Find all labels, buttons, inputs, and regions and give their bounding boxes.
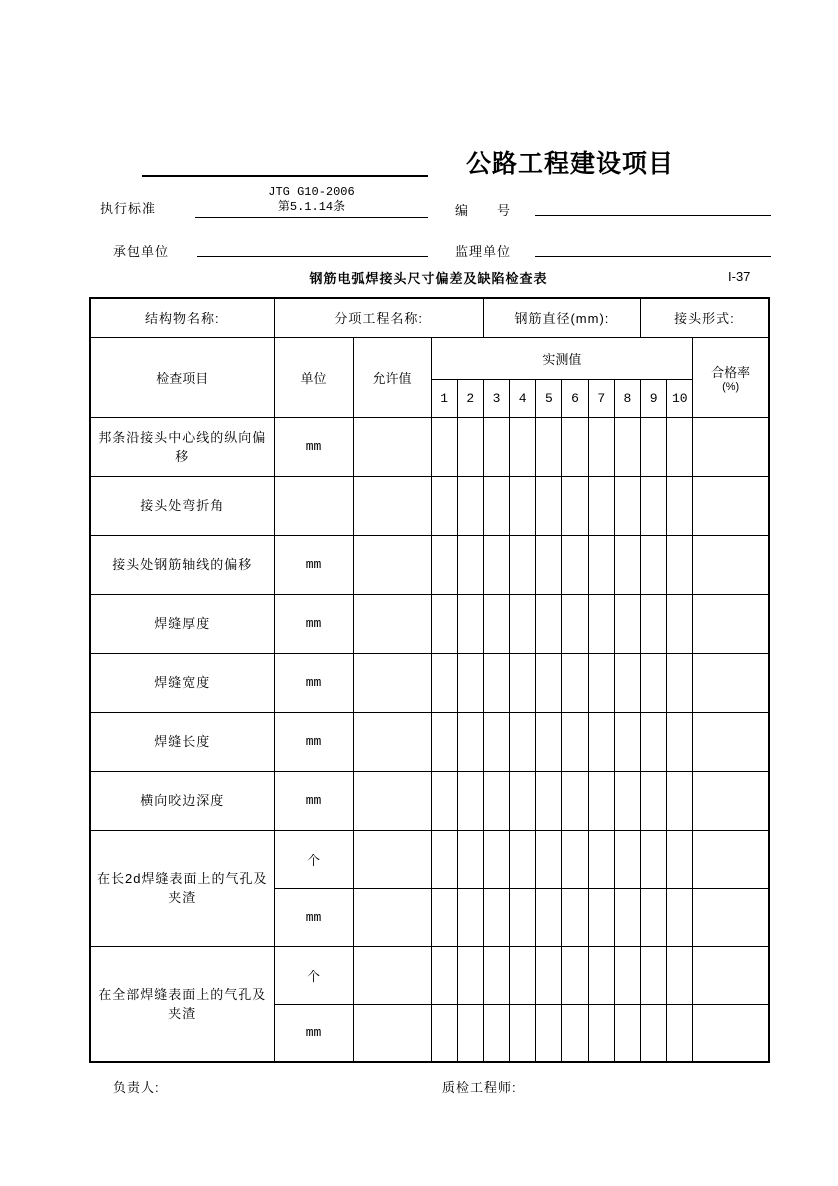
measured-cell <box>510 946 536 1004</box>
measured-cell <box>431 1004 457 1062</box>
pass-rate-cell <box>693 888 769 946</box>
joint-type-cell: 接头形式: <box>641 298 769 337</box>
unit-cell: mm <box>274 771 353 830</box>
measured-cell <box>431 771 457 830</box>
measured-cell <box>641 594 667 653</box>
measured-cell <box>614 830 640 888</box>
pass-rate-cell <box>693 476 769 535</box>
item-cell: 焊缝宽度 <box>90 653 274 712</box>
measured-cell <box>510 535 536 594</box>
measured-cell <box>641 1004 667 1062</box>
measured-cell <box>536 535 562 594</box>
measured-cell <box>483 830 509 888</box>
pass-rate-cell <box>693 712 769 771</box>
table-row <box>90 946 769 1004</box>
measured-cell <box>667 771 693 830</box>
measured-cell <box>588 417 614 476</box>
serial-number-blank-line <box>535 200 771 216</box>
pass-rate-header-line2: (%) <box>722 380 740 393</box>
measured-cell <box>431 712 457 771</box>
measured-cell <box>457 946 483 1004</box>
inspection-table <box>89 297 770 1063</box>
measured-cell <box>536 1004 562 1062</box>
measured-cell <box>588 888 614 946</box>
unit-cell: mm <box>274 712 353 771</box>
measured-cell <box>536 594 562 653</box>
allowed-value-cell <box>353 830 431 888</box>
measured-cell <box>483 888 509 946</box>
exec-standard-value-line2: 第5.1.14条 <box>277 200 346 214</box>
measured-cell <box>431 888 457 946</box>
measured-cell <box>483 417 509 476</box>
allowed-value-cell <box>353 712 431 771</box>
measured-cell <box>510 476 536 535</box>
table-row <box>90 594 769 653</box>
exec-standard-label: 执行标准 <box>100 201 157 216</box>
measured-cell <box>536 712 562 771</box>
measured-cell <box>614 535 640 594</box>
measured-cell <box>588 476 614 535</box>
measured-cell <box>457 476 483 535</box>
measured-cell <box>614 712 640 771</box>
allowed-value-cell <box>353 535 431 594</box>
allowed-value-cell <box>353 888 431 946</box>
measured-cell <box>667 1004 693 1062</box>
measured-cell <box>667 888 693 946</box>
unit-cell: mm <box>274 417 353 476</box>
pass-rate-cell <box>693 653 769 712</box>
pass-rate-cell <box>693 535 769 594</box>
pass-rate-cell <box>693 1004 769 1062</box>
pass-rate-header <box>693 337 769 417</box>
measured-cell <box>536 476 562 535</box>
item-cell: 焊缝长度 <box>90 712 274 771</box>
measured-cell <box>536 888 562 946</box>
table-row <box>90 712 769 771</box>
supervisor-blank-line <box>535 241 771 257</box>
measured-cell <box>457 653 483 712</box>
measure-number: 6 <box>562 379 588 417</box>
responsible-person-label: 负责人: <box>113 1080 160 1095</box>
qc-engineer-label: 质检工程师: <box>442 1080 517 1095</box>
measured-cell <box>483 653 509 712</box>
measured-cell <box>588 771 614 830</box>
measured-cell <box>510 830 536 888</box>
measured-cell <box>510 771 536 830</box>
unit-cell: mm <box>274 888 353 946</box>
measure-number: 4 <box>510 379 536 417</box>
item-cell: 在长2d焊缝表面上的气孔及夹渣 <box>90 830 274 946</box>
measured-cell <box>588 594 614 653</box>
measured-cell <box>457 594 483 653</box>
measured-cell <box>641 535 667 594</box>
table-row <box>90 771 769 830</box>
measured-cell <box>614 594 640 653</box>
measured-cell <box>483 476 509 535</box>
pass-rate-header-line1: 合格率 <box>711 364 751 380</box>
measured-cell <box>667 535 693 594</box>
pass-rate-cell <box>693 417 769 476</box>
measured-cell <box>536 653 562 712</box>
unit-cell: mm <box>274 594 353 653</box>
item-header: 检查项目 <box>90 337 274 417</box>
measured-cell <box>641 476 667 535</box>
item-cell: 在全部焊缝表面上的气孔及夹渣 <box>90 946 274 1062</box>
measured-cell <box>641 653 667 712</box>
measured-cell <box>641 712 667 771</box>
measured-cell <box>510 594 536 653</box>
measured-cell <box>510 1004 536 1062</box>
measured-cell <box>483 771 509 830</box>
measured-cell <box>510 888 536 946</box>
contractor-label: 承包单位 <box>113 244 170 259</box>
allowed-value-cell <box>353 771 431 830</box>
unit-header: 单位 <box>274 337 353 417</box>
measured-cell <box>457 1004 483 1062</box>
measured-cell <box>562 946 588 1004</box>
measured-cell <box>457 888 483 946</box>
allowed-value-cell <box>353 476 431 535</box>
pass-rate-cell <box>693 830 769 888</box>
measured-values-header: 实测值 <box>431 337 693 379</box>
measured-cell <box>562 476 588 535</box>
measured-cell <box>562 888 588 946</box>
item-cell: 接头处钢筋轴线的偏移 <box>90 535 274 594</box>
table-row <box>90 653 769 712</box>
project-name-blank-line <box>142 175 428 177</box>
item-cell: 接头处弯折角 <box>90 476 274 535</box>
measured-cell <box>536 830 562 888</box>
measured-cell <box>510 712 536 771</box>
exec-standard-value <box>195 185 428 218</box>
measured-cell <box>562 712 588 771</box>
measured-cell <box>641 771 667 830</box>
measured-cell <box>614 417 640 476</box>
measured-cell <box>641 888 667 946</box>
measured-cell <box>431 946 457 1004</box>
pass-rate-cell <box>693 771 769 830</box>
measured-cell <box>588 535 614 594</box>
measured-cell <box>667 476 693 535</box>
item-cell: 邦条沿接头中心线的纵向偏移 <box>90 417 274 476</box>
measured-cell <box>562 594 588 653</box>
measured-cell <box>641 830 667 888</box>
measured-cell <box>562 1004 588 1062</box>
form-code: I-37 <box>728 269 751 284</box>
item-cell: 横向咬边深度 <box>90 771 274 830</box>
table-title: 钢筋电弧焊接头尺寸偏差及缺陷检查表 <box>309 271 548 286</box>
unit-cell: 个 <box>274 946 353 1004</box>
measure-number: 8 <box>614 379 640 417</box>
measured-cell <box>614 476 640 535</box>
pass-rate-cell <box>693 594 769 653</box>
allowed-value-cell <box>353 594 431 653</box>
measured-cell <box>588 653 614 712</box>
supervisor-label: 监理单位 <box>455 244 512 259</box>
measured-cell <box>588 1004 614 1062</box>
measured-cell <box>588 946 614 1004</box>
measure-number: 10 <box>667 379 693 417</box>
allowed-value-header: 允许值 <box>353 337 431 417</box>
header-row <box>90 337 769 379</box>
measured-cell <box>588 712 614 771</box>
measure-number: 5 <box>536 379 562 417</box>
measured-cell <box>562 830 588 888</box>
measured-cell <box>667 946 693 1004</box>
rebar-diameter-cell: 钢筋直径(mm): <box>483 298 640 337</box>
measured-cell <box>562 771 588 830</box>
allowed-value-cell <box>353 1004 431 1062</box>
item-cell: 焊缝厚度 <box>90 594 274 653</box>
measured-cell <box>536 771 562 830</box>
allowed-value-cell <box>353 653 431 712</box>
measured-cell <box>431 535 457 594</box>
measured-cell <box>641 417 667 476</box>
measured-cell <box>457 771 483 830</box>
measured-cell <box>457 830 483 888</box>
pass-rate-cell <box>693 946 769 1004</box>
measure-number: 2 <box>457 379 483 417</box>
info-row <box>90 298 769 337</box>
measured-cell <box>614 771 640 830</box>
exec-standard-value-line1: JTG G10-2006 <box>268 185 355 199</box>
measured-cell <box>483 535 509 594</box>
table-row <box>90 830 769 888</box>
measured-cell <box>457 712 483 771</box>
measured-cell <box>431 653 457 712</box>
measured-cell <box>614 888 640 946</box>
serial-number-label: 编 号 <box>455 203 512 218</box>
measured-cell <box>431 417 457 476</box>
measured-cell <box>667 417 693 476</box>
table-row <box>90 476 769 535</box>
measured-cell <box>483 946 509 1004</box>
measured-cell <box>562 535 588 594</box>
measured-cell <box>536 417 562 476</box>
measured-cell <box>562 417 588 476</box>
measured-cell <box>667 712 693 771</box>
contractor-blank-line <box>197 241 428 257</box>
measured-cell <box>431 594 457 653</box>
structure-name-cell: 结构物名称: <box>90 298 274 337</box>
measured-cell <box>483 1004 509 1062</box>
measured-cell <box>483 594 509 653</box>
measured-cell <box>536 946 562 1004</box>
measured-cell <box>457 535 483 594</box>
measured-cell <box>667 653 693 712</box>
measured-cell <box>431 476 457 535</box>
allowed-value-cell <box>353 946 431 1004</box>
measure-number: 7 <box>588 379 614 417</box>
unit-cell: mm <box>274 653 353 712</box>
measure-number: 3 <box>483 379 509 417</box>
unit-cell <box>274 476 353 535</box>
unit-cell: mm <box>274 535 353 594</box>
measure-number: 1 <box>431 379 457 417</box>
measured-cell <box>510 417 536 476</box>
measured-cell <box>483 712 509 771</box>
measured-cell <box>457 417 483 476</box>
unit-cell: mm <box>274 1004 353 1062</box>
table-row <box>90 535 769 594</box>
measured-cell <box>667 594 693 653</box>
table-row <box>90 417 769 476</box>
subproject-name-cell: 分项工程名称: <box>274 298 483 337</box>
measured-cell <box>510 653 536 712</box>
measured-cell <box>667 830 693 888</box>
measured-cell <box>614 1004 640 1062</box>
measure-number: 9 <box>641 379 667 417</box>
allowed-value-cell <box>353 417 431 476</box>
unit-cell: 个 <box>274 830 353 888</box>
measured-cell <box>614 946 640 1004</box>
measured-cell <box>641 946 667 1004</box>
measured-cell <box>614 653 640 712</box>
measured-cell <box>431 830 457 888</box>
measured-cell <box>588 830 614 888</box>
measured-cell <box>562 653 588 712</box>
document-title: 公路工程建设项目 <box>466 150 675 178</box>
